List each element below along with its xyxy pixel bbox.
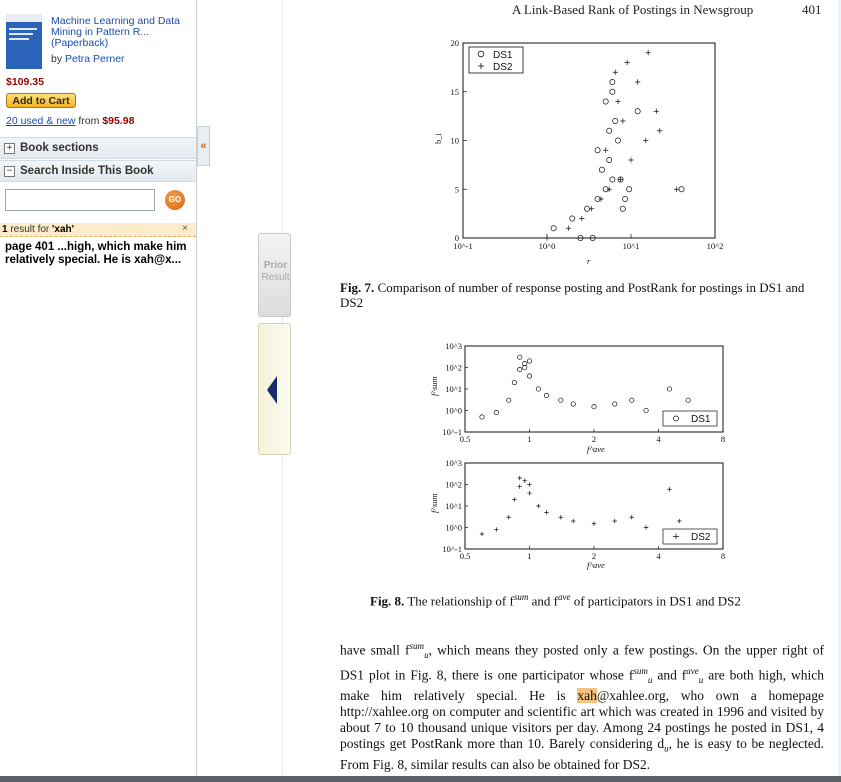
fig7-y-tick-label: 10 xyxy=(450,135,459,146)
book-sections-label: Book sections xyxy=(20,142,99,154)
go-button[interactable]: GO xyxy=(165,190,185,210)
cover-title-line xyxy=(9,28,37,30)
fig8-point-ds1 xyxy=(527,374,531,378)
body-sub: u xyxy=(664,744,669,755)
fig7-points xyxy=(544,50,684,240)
fig8-point-ds1 xyxy=(517,355,521,359)
prior-result-button[interactable] xyxy=(258,233,291,317)
fig8-y-tick-label: 10^-1 xyxy=(442,544,462,554)
book-price: $109.35 xyxy=(6,76,44,88)
fig8-ticks xyxy=(442,341,725,561)
fig8-point-ds2 xyxy=(536,504,540,508)
result-count-bar xyxy=(0,223,196,237)
fig7-point-ds1 xyxy=(595,148,600,153)
collapse-minus-icon[interactable]: − xyxy=(4,166,15,177)
fig8-point-ds1 xyxy=(544,393,548,397)
fig8-point-ds1 xyxy=(527,359,531,363)
fig8-point-ds1 xyxy=(571,402,575,406)
book-author xyxy=(51,53,125,65)
used-new-link[interactable]: 20 used & new xyxy=(6,115,76,127)
author-prefix: by xyxy=(51,53,66,65)
fig8-y-tick-label: 10^-1 xyxy=(442,427,462,437)
fig8-point-ds2 xyxy=(480,532,484,536)
fig8-point-ds1 xyxy=(559,398,563,402)
page-body-text xyxy=(340,638,824,773)
fig8-legend-ds1: DS1 xyxy=(691,414,711,425)
fig7-point-ds1 xyxy=(615,138,620,143)
cover-title-line xyxy=(9,33,33,35)
fig7-point-ds2 xyxy=(589,206,594,211)
fig7-point-ds1 xyxy=(610,89,615,94)
fig7-x-tick-label: 10^-1 xyxy=(453,241,473,251)
bottom-status-bar xyxy=(0,776,841,782)
fig7-point-ds2 xyxy=(654,109,659,114)
fig8-bottom-ylabel: f^sum xyxy=(429,493,439,513)
fig8-point-ds2 xyxy=(571,519,575,523)
fig8-point-ds2 xyxy=(613,519,617,523)
left-sidebar xyxy=(0,0,197,782)
fig8-x-tick-label: 4 xyxy=(656,434,661,444)
body-sup: sum xyxy=(409,641,425,651)
used-offers xyxy=(6,115,134,127)
fig8-x-tick-label: 0.5 xyxy=(459,551,471,561)
fig8-caption-text-2: and f xyxy=(528,593,558,609)
collapse-sidebar-icon[interactable]: « xyxy=(197,126,210,166)
fig7-point-ds1 xyxy=(627,187,632,192)
fig7-x-tick-label: 10^1 xyxy=(622,241,640,251)
page-running-header: A Link-Based Rank of Postings in Newsgroup xyxy=(512,2,754,17)
result-label: Result xyxy=(261,272,290,283)
expand-plus-icon[interactable]: + xyxy=(4,143,15,154)
search-highlight[interactable]: xah xyxy=(577,688,597,704)
body-sup: ave xyxy=(686,666,699,677)
fig8-y-tick-label: 10^2 xyxy=(445,362,462,373)
fig8-point-ds2 xyxy=(644,525,648,529)
used-price: $95.98 xyxy=(102,115,135,127)
cover-title-line xyxy=(9,38,29,40)
fig8-caption-sup-sum: sum xyxy=(513,592,529,602)
page-number: 401 xyxy=(802,2,822,17)
fig7-xlabel: r xyxy=(587,256,591,266)
fig8-point-ds1 xyxy=(517,367,521,371)
fig8-point-ds2 xyxy=(517,484,521,488)
body-text-5: @xahlee.org, who own a homepage http://xahlee.org on computer and scientific art which was created in 1996 and visited by about 7 to 10 thousand unique visitors per day. Among 24 postings he posted in DS1, 4 postings get PostRank more than 10. Barely considering d xyxy=(340,688,824,752)
fig8-x-tick-label: 8 xyxy=(720,551,726,561)
fig7-point-ds2 xyxy=(674,187,679,192)
fig8-point-ds1 xyxy=(536,387,540,391)
fig7-point-ds1 xyxy=(584,206,589,211)
fig7-point-ds2 xyxy=(615,99,620,104)
fig8-point-ds2 xyxy=(527,491,531,495)
fig8-y-tick-label: 10^3 xyxy=(445,341,462,351)
fig7-legend-ds1: DS1 xyxy=(493,50,513,61)
fig7-point-ds2 xyxy=(579,216,584,221)
fig7-point-ds2 xyxy=(628,157,633,162)
result-query: 'xah' xyxy=(52,224,75,235)
fig8-point-ds1 xyxy=(512,380,516,384)
figure-8-scatter xyxy=(425,338,735,574)
book-cover-thumbnail[interactable] xyxy=(6,14,42,69)
fig7-point-ds2 xyxy=(643,138,648,143)
fig7-point-ds1 xyxy=(603,99,608,104)
fig8-point-ds1 xyxy=(630,398,634,402)
search-inside-form xyxy=(0,182,196,222)
fig7-caption-label: Fig. 7. xyxy=(340,280,375,295)
fig7-point-ds2 xyxy=(566,226,571,231)
fig8-y-tick-label: 10^0 xyxy=(445,405,462,416)
fig8-point-ds2 xyxy=(667,487,671,491)
fig8-point-ds2 xyxy=(559,515,563,519)
fig8-point-ds2 xyxy=(494,527,498,531)
fig7-point-ds2 xyxy=(625,60,630,65)
fig7-point-ds1 xyxy=(607,128,612,133)
product-panel xyxy=(0,0,196,136)
fig8-y-tick-label: 10^1 xyxy=(445,501,462,511)
fig7-point-ds1 xyxy=(570,216,575,221)
fig7-point-ds1 xyxy=(610,177,615,182)
fig8-y-tick-label: 10^0 xyxy=(445,522,462,533)
fig7-point-ds2 xyxy=(613,70,618,75)
fig8-top-xlabel: f^ave xyxy=(587,444,605,454)
body-text-6: , he is easy to be neglected. From Fig. 8, similar results can also be obtained for DS2. xyxy=(340,736,824,773)
fig7-y-tick-label: 0 xyxy=(454,233,459,243)
figure-7-scatter xyxy=(425,38,735,268)
fig7-x-tick-label: 10^0 xyxy=(538,241,556,251)
fig8-x-tick-label: 2 xyxy=(591,434,597,444)
fig7-point-ds1 xyxy=(635,109,640,114)
fig8-top-ylabel: f^sum xyxy=(429,376,439,396)
fig8-points xyxy=(480,355,691,536)
fig8-point-ds1 xyxy=(686,398,690,402)
fig7-legend-ds2: DS2 xyxy=(493,62,513,73)
fig7-point-ds2 xyxy=(544,235,549,240)
result-count-text xyxy=(2,224,74,235)
fig7-ylabel: b_i xyxy=(433,133,443,144)
fig8-point-ds2 xyxy=(592,522,596,526)
fig8-x-tick-label: 2 xyxy=(591,551,597,561)
result-count-label: result for xyxy=(7,224,53,235)
prior-label: Prior xyxy=(263,260,288,271)
fig7-y-tick-label: 5 xyxy=(454,184,459,195)
fig8-caption-text-1: The relationship of f xyxy=(404,593,514,609)
cover-strip xyxy=(6,14,42,22)
search-inside-header[interactable] xyxy=(0,160,196,182)
body-text-3: and f xyxy=(652,667,687,683)
body-sub: u xyxy=(424,650,429,661)
fig8-point-ds2 xyxy=(523,479,527,483)
fig8-x-tick-label: 8 xyxy=(720,434,726,444)
fig8-caption-text-3: of participators in DS1 and DS2 xyxy=(570,593,741,609)
fig8-y-tick-label: 10^1 xyxy=(445,384,462,394)
fig7-point-ds2 xyxy=(603,148,608,153)
fig7-point-ds1 xyxy=(622,196,627,201)
body-text-1: have small f xyxy=(340,642,410,658)
search-inside-label: Search Inside This Book xyxy=(20,165,154,177)
body-text-2: , which means they posted only a few postings. On the upper right of DS1 plot in Fig. 8, there is one participator whose f xyxy=(340,642,824,683)
fig8-point-ds2 xyxy=(630,515,634,519)
left-arrow-icon xyxy=(267,376,277,404)
fig8-point-ds1 xyxy=(592,405,596,409)
add-to-cart-button[interactable]: Add to Cart xyxy=(6,93,76,108)
fig7-point-ds1 xyxy=(679,187,684,192)
fig7-point-ds1 xyxy=(610,79,615,84)
fig8-point-ds2 xyxy=(507,515,511,519)
fig8-x-tick-label: 1 xyxy=(527,434,532,444)
fig7-point-ds2 xyxy=(646,50,651,55)
fig7-point-ds1 xyxy=(607,157,612,162)
fig8-caption-label: Fig. 8. xyxy=(370,593,405,609)
fig8-bottom-xlabel: f^ave xyxy=(587,560,605,570)
fig8-point-ds2 xyxy=(527,482,531,486)
body-sub: u xyxy=(698,675,704,686)
fig8-point-ds2 xyxy=(512,497,516,501)
body-sup: sum xyxy=(633,666,648,677)
book-sections-header[interactable] xyxy=(0,137,196,159)
figure-7-caption xyxy=(340,280,824,310)
fig8-point-ds1 xyxy=(480,415,484,419)
fig7-point-ds1 xyxy=(613,118,618,123)
fig7-point-ds1 xyxy=(620,206,625,211)
fig8-y-tick-label: 10^2 xyxy=(445,479,462,490)
fig7-y-tick-label: 15 xyxy=(450,86,459,97)
fig7-point-ds2 xyxy=(657,128,662,133)
book-title-link[interactable]: Machine Learning and Data Mining in Pattern R... (Paperback) xyxy=(51,15,181,49)
result-count: 1 xyxy=(2,224,8,235)
fig8-x-tick-label: 1 xyxy=(527,551,532,561)
fig8-point-ds1 xyxy=(613,402,617,406)
fig7-point-ds1 xyxy=(599,167,604,172)
fig7-caption-text: Comparison of number of response posting and PostRank for postings in DS1 and DS2 xyxy=(340,280,805,310)
fig8-point-ds2 xyxy=(544,510,548,514)
fig8-x-tick-label: 0.5 xyxy=(459,434,471,444)
fig8-x-tick-label: 4 xyxy=(656,551,661,561)
fig8-point-ds1 xyxy=(667,387,671,391)
fig7-point-ds2 xyxy=(620,118,625,123)
search-inside-input[interactable] xyxy=(5,189,155,211)
fig8-point-ds1 xyxy=(507,398,511,402)
fig8-point-ds1 xyxy=(494,410,498,414)
used-from-text: from xyxy=(75,115,103,127)
previous-page-button[interactable] xyxy=(258,323,291,455)
close-results-icon[interactable]: × xyxy=(182,223,188,234)
fig7-point-ds1 xyxy=(551,226,556,231)
fig8-y-tick-label: 10^3 xyxy=(445,458,462,468)
figure-8-caption xyxy=(370,592,741,609)
fig8-point-ds2 xyxy=(677,519,681,523)
fig8-point-ds2 xyxy=(517,476,521,480)
fig7-y-tick-label: 20 xyxy=(450,38,459,48)
author-link[interactable]: Petra Perner xyxy=(65,53,125,65)
fig7-point-ds2 xyxy=(635,79,640,84)
fig8-caption-sup-ave: ave xyxy=(557,592,571,602)
fig7-x-tick-label: 10^2 xyxy=(706,241,724,251)
fig8-point-ds1 xyxy=(644,408,648,412)
body-text-4: are both high, which make him relatively special. He is xyxy=(340,667,824,704)
search-result-snippet[interactable]: page 401 ...high, which make him relatively special. He is xah@x... xyxy=(5,241,187,266)
fig8-legend-ds2: DS2 xyxy=(691,532,711,543)
body-sub: u xyxy=(647,675,653,686)
